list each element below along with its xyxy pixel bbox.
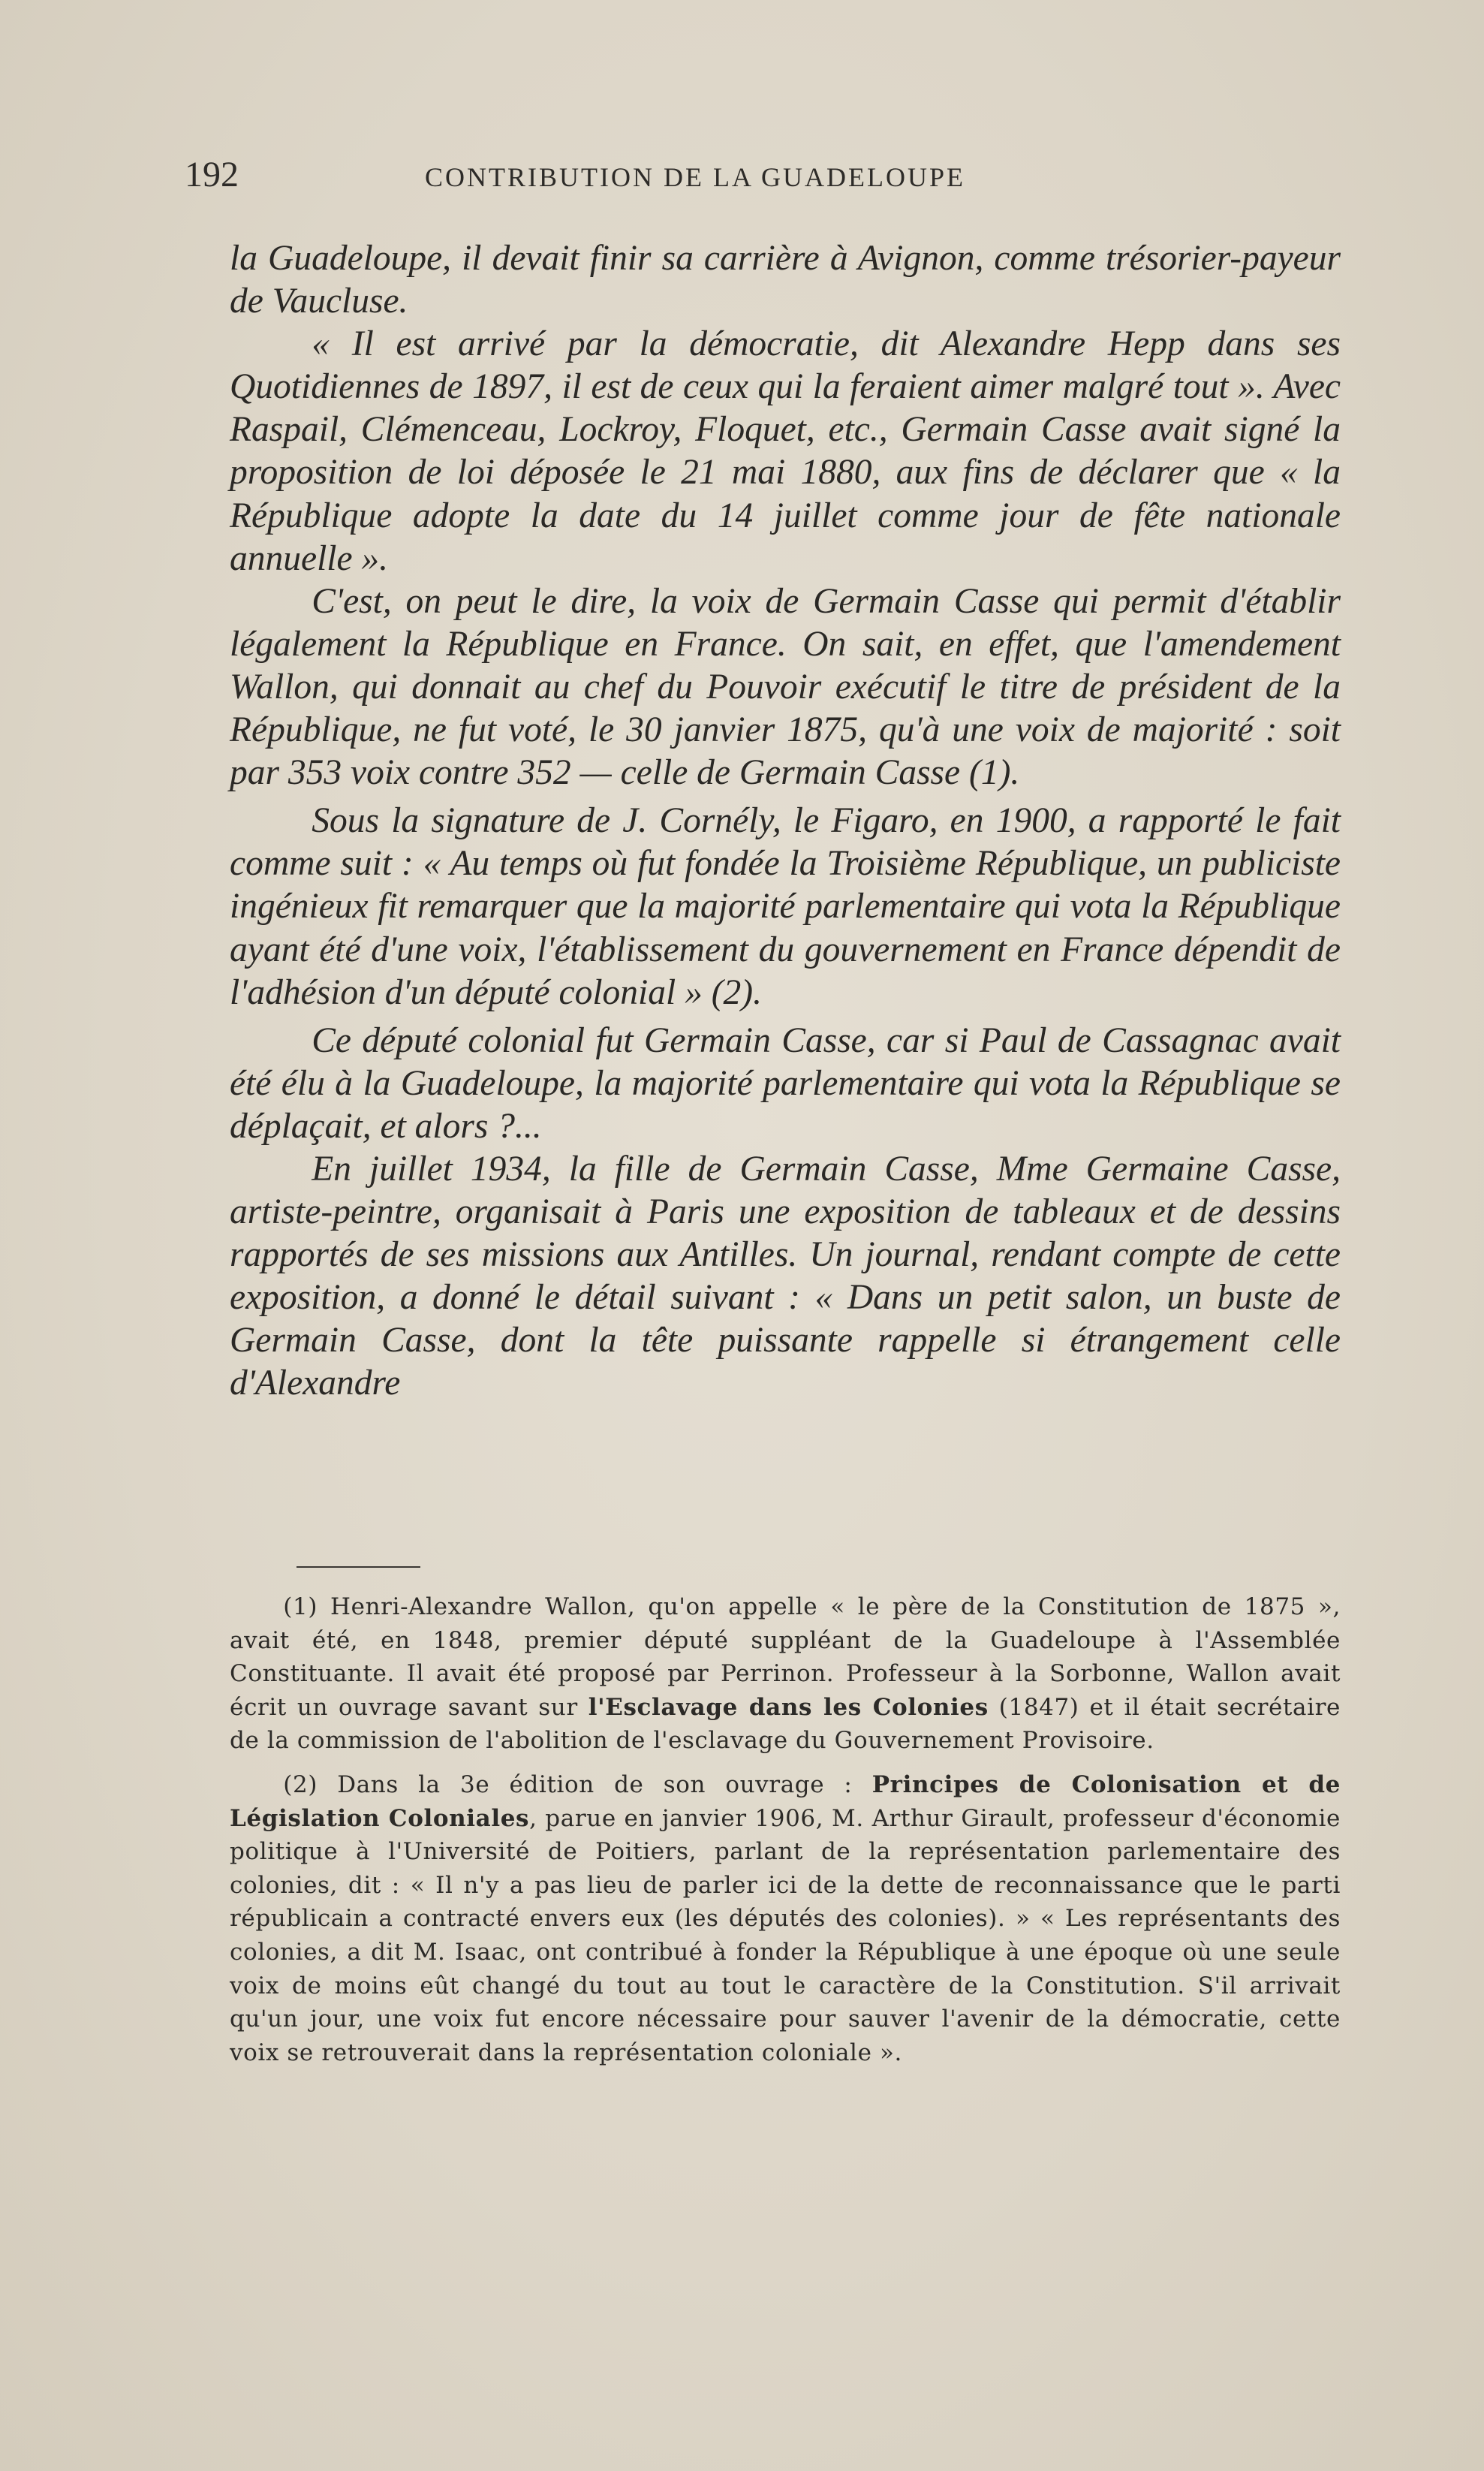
footnote-2-title: Principes de Colonisation et de Législation Coloniales <box>230 1770 1341 1832</box>
paragraph-3: C'est, on peut le dire, la voix de Germain Casse qui permit d'établir légalement la République en France. On sait, en effet, que l'amendement Wallon, qui donnait au chef du Pouvoir exécutif le titre de président de la République, ne fut voté, le 30 janvier 1875, qu'à une voix de majorité : soit par 353 voix contre 352 — celle de Germain Casse (1). <box>230 581 1341 793</box>
footnote-1 <box>230 1590 1341 1758</box>
footnote-separator <box>296 1566 420 1568</box>
paragraph-2: « Il est arrivé par la démocratie, dit Alexandre Hepp dans ses Quotidiennes de 1897, il est de ceux qui la feraient aimer malgré tout ». Avec Raspail, Clémenceau, Lockroy, Floquet, etc., Germain Casse avait signé la proposition de loi déposée le 21 mai 1880, aux fins de déclarer que « la République adopte la date du 14 juillet comme jour de fête nationale annuelle ». <box>230 324 1341 578</box>
paragraph-1: la Guadeloupe, il devait finir sa carrière à Avignon, comme trésorier-payeur de Vaucluse. <box>230 239 1341 321</box>
page-header <box>185 154 1341 199</box>
footnote-2 <box>230 1768 1341 2069</box>
running-head: CONTRIBUTION DE LA GUADELOUPE <box>425 162 965 192</box>
footnote-1-text: (1) Henri-Alexandre Wallon, qu'on appelle « le père de la Constitution de 1875 », avait été, en 1848, premier député suppléant de la Guadeloupe à l'Assemblée Constituante. Il avait été proposé par Perrinon. Professeur à la Sorbonne, Wallon avait écrit un ouvrage savant sur <box>230 1593 1341 1721</box>
footnote-1-text-after: (1847) et il était secrétaire de la commission de l'abolition de l'esclavage du Gouvernement Provisoire. <box>230 1693 1341 1755</box>
paragraph-4: Sous la signature de J. Cornély, le Figaro, en 1900, a rapporté le fait comme suit : « Au temps où fut fondée la Troisième République, un publiciste ingénieux fit remarquer que la majorité parlementaire qui vota la République ayant été d'une voix, l'établissement du gouvernement en France dépendit de l'adhésion d'un député colonial » (2). <box>230 801 1341 1012</box>
footnotes <box>230 1590 1341 2080</box>
footnote-2-text: (2) Dans la 3e édition de son ouvrage : <box>283 1770 872 1798</box>
main-text <box>230 237 1341 1406</box>
page-number: 192 <box>185 155 239 194</box>
footnote-2-text-after: , parue en janvier 1906, M. Arthur Girault, professeur d'économie politique à l'Université de Poitiers, parlant de la représentation parlementaire des colonies, dit : « Il n'y a pas lieu de parler ici de la dette de reconnaissance que le parti républicain a contracté envers eux (les députés des colonies). » « Les représentants des colonies, a dit M. Isaac, ont contribué à fonder la République à une époque où une seule voix de moins eût changé du tout au tout le caractère de la Constitution. S'il arrivait qu'un jour, une voix fut encore nécessaire pour sauver l'avenir de la démocratie, cette voix se retrouverait dans la représentation coloniale ». <box>230 1804 1341 2066</box>
paragraph-5: Ce député colonial fut Germain Casse, car si Paul de Cassagnac avait été élu à la Guadeloupe, la majorité parlementaire qui vota la République se déplaçait, et alors ?... <box>230 1020 1341 1146</box>
footnote-1-title: l'Esclavage dans les Colonies <box>588 1693 989 1721</box>
paragraph-6: En juillet 1934, la fille de Germain Casse, Mme Germaine Casse, artiste-peintre, organisait à Paris une exposition de tableaux et de dessins rapportés de ses missions aux Antilles. Un journal, rendant compte de cette exposition, a donné le détail suivant : « Dans un petit salon, un buste de Germain Casse, dont la tête puissante rappelle si étrangement celle d'Alexandre <box>230 1149 1341 1403</box>
